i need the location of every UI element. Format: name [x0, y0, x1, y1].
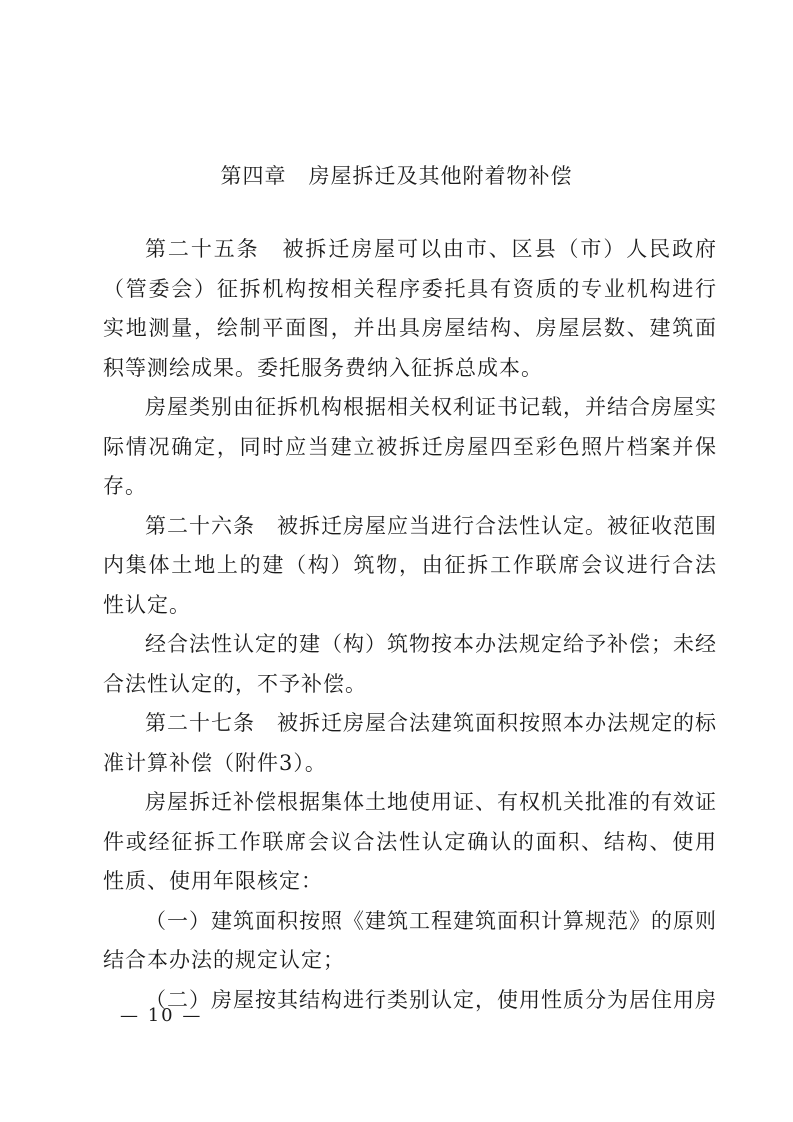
paragraph-article-26: 第二十六条 被拆迁房屋应当进行合法性认定。被征收范围内集体土地上的建（构）筑物，由征拆工作联席会议进行合法性认定。	[103, 513, 717, 617]
document-body	[103, 230, 717, 1020]
paragraph-item-1: （一）建筑面积按照《建筑工程建筑面积计算规范》的原则结合本办法的规定认定；	[103, 908, 717, 972]
paragraph-house-category: 房屋类别由征拆机构根据相关权利证书记载，并结合房屋实际情况确定，同时应当建立被拆迁房屋四至彩色照片档案并保存。	[103, 395, 717, 498]
paragraph-item-2: （二）房屋按其结构进行类别认定，使用性质分为居住用房	[145, 987, 717, 1012]
page-number: — 10 —	[120, 1005, 203, 1026]
paragraph-compensation-basis: 房屋拆迁补偿根据集体土地使用证、有权机关批准的有效证件或经征拆工作联席会议合法性认定确认的面积、结构、使用性质、使用年限核定：	[103, 790, 717, 893]
chapter-title: 第四章 房屋拆迁及其他附着物补偿	[220, 164, 573, 188]
paragraph-legality-compensation: 经合法性认定的建（构）筑物按本办法规定给予补偿；未经合法性认定的，不予补偿。	[103, 632, 717, 696]
paragraph-article-25: 第二十五条 被拆迁房屋可以由市、区县（市）人民政府（管委会）征拆机构按相关程序委托具有资质的专业机构进行实地测量，绘制平面图，并出具房屋结构、房屋层数、建筑面积等测绘成果。委托服务费纳入征拆总成本。	[103, 237, 717, 380]
paragraph-article-27: 第二十七条 被拆迁房屋合法建筑面积按照本办法规定的标准计算补偿（附件3）。	[103, 711, 717, 775]
